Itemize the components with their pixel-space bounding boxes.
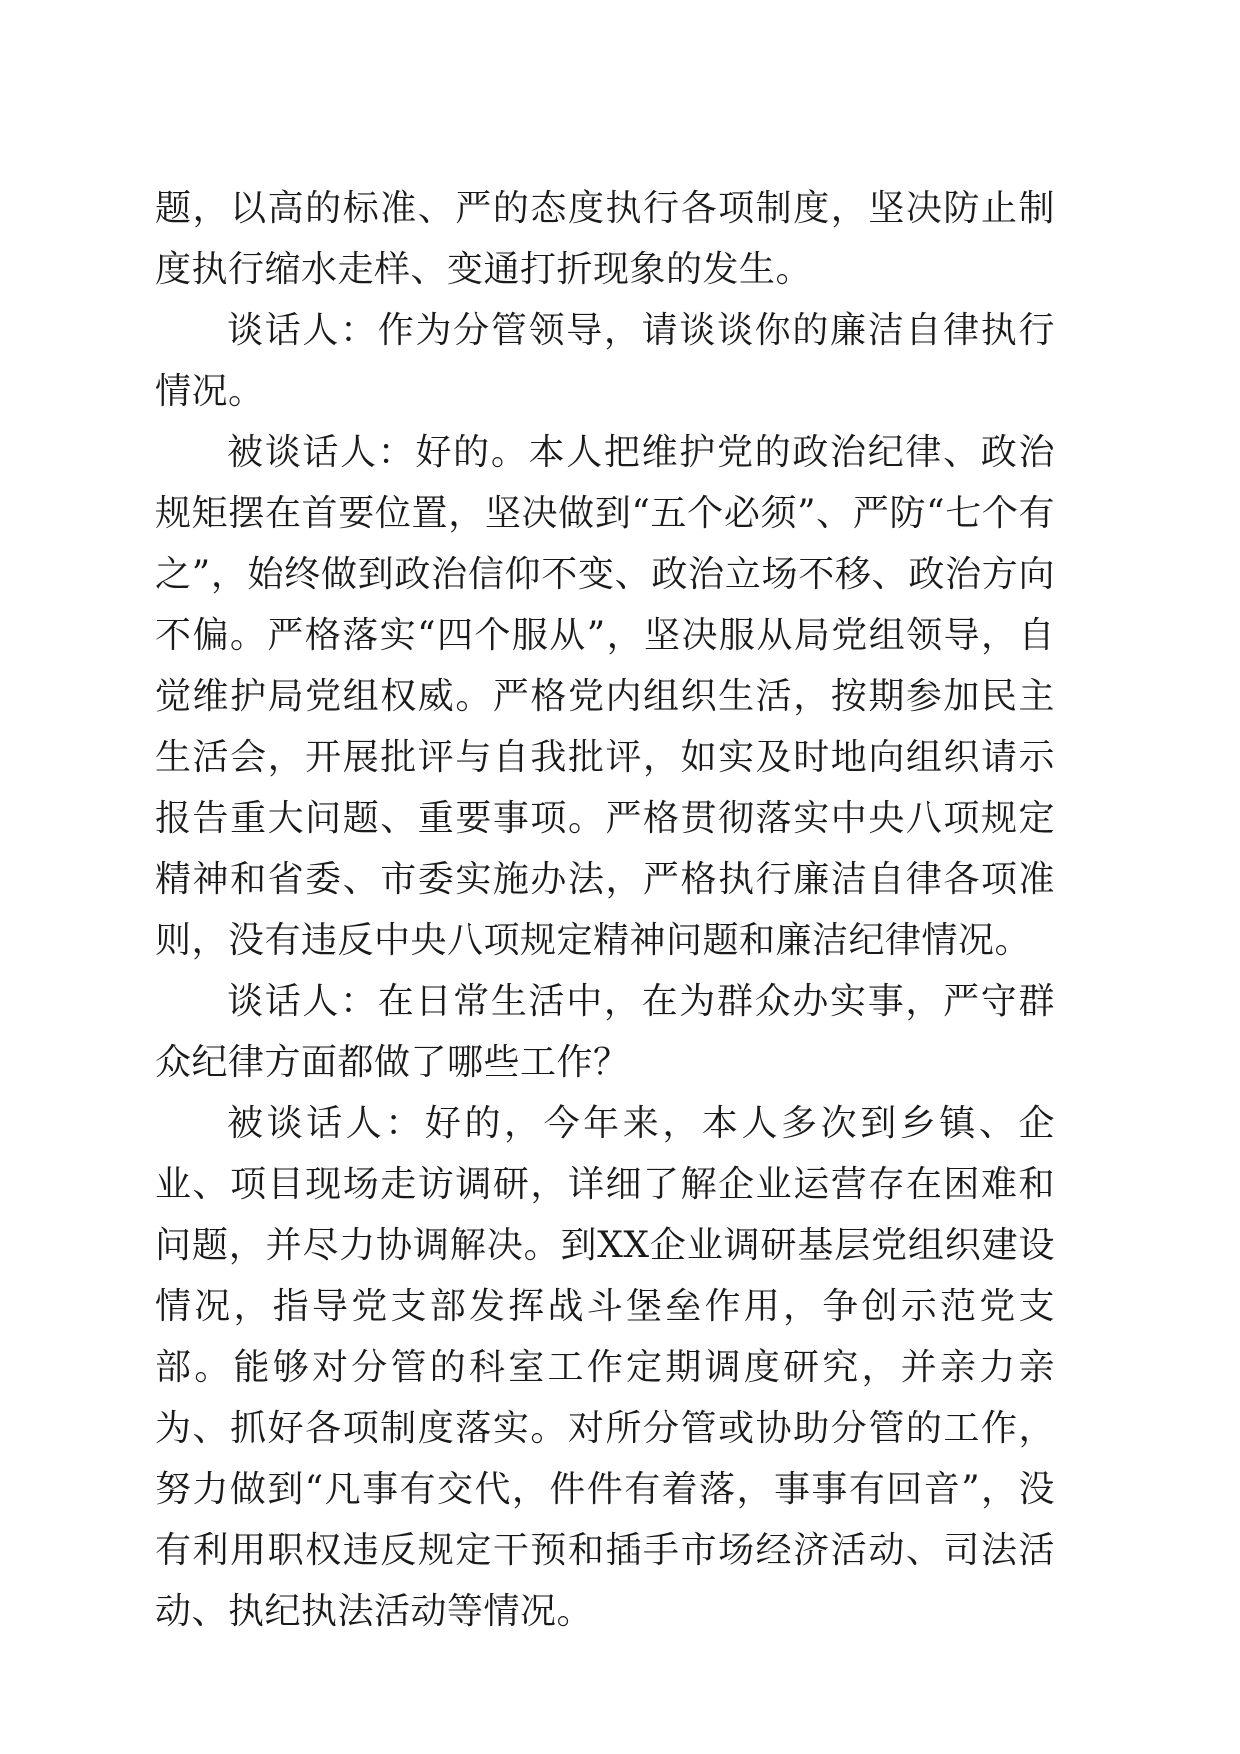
paragraph-interviewee-answer-1: 被谈话人：好的。本人把维护党的政治纪律、政治规矩摆在首要位置，坚决做到“五个必须”、严防“七个有之”，始终做到政治信仰不变、政治立场不移、政治方向不偏。严格落实“四个服从”，坚决服从局党组领导，自觉维护局党组权威。严格党内组织生活，按期参加民主生活会，开展批评与自我批评，如实及时地向组织请示报告重大问题、重要事项。严格贯彻落实中央八项规定精神和省委、市委实施办法，严格执行廉洁自律各项准则，没有违反中央八项规定精神问题和廉洁纪律情况。 bbox=[155, 432, 1055, 961]
paragraph-interviewer-question-1: 谈话人：作为分管领导，请谈谈你的廉洁自律执行情况。 bbox=[155, 310, 1055, 412]
paragraph-interviewer-question-2: 谈话人：在日常生活中，在为群众办实事，严守群众纪律方面都做了哪些工作？ bbox=[155, 981, 1055, 1083]
paragraph-interviewee-answer-2: 被谈话人：好的，今年来，本人多次到乡镇、企业、项目现场走访调研，详细了解企业运营存在困难和问题，并尽力协调解决。到XX企业调研基层党组织建设情况，指导党支部发挥战斗堡垒作用，争创示范党支部。能够对分管的科室工作定期调度研究，并亲力亲为、抓好各项制度落实。对所分管或协助分管的工作，努力做到“凡事有交代，件件有着落，事事有回音”，没有利用职权违反规定干预和插手市场经济活动、司法活动、执纪执法活动等情况。 bbox=[155, 1103, 1055, 1632]
document-body bbox=[155, 178, 1055, 1642]
paragraph-continuation: 题，以高的标准、严的态度执行各项制度，坚决防止制度执行缩水走样、变通打折现象的发生。 bbox=[155, 188, 1055, 290]
